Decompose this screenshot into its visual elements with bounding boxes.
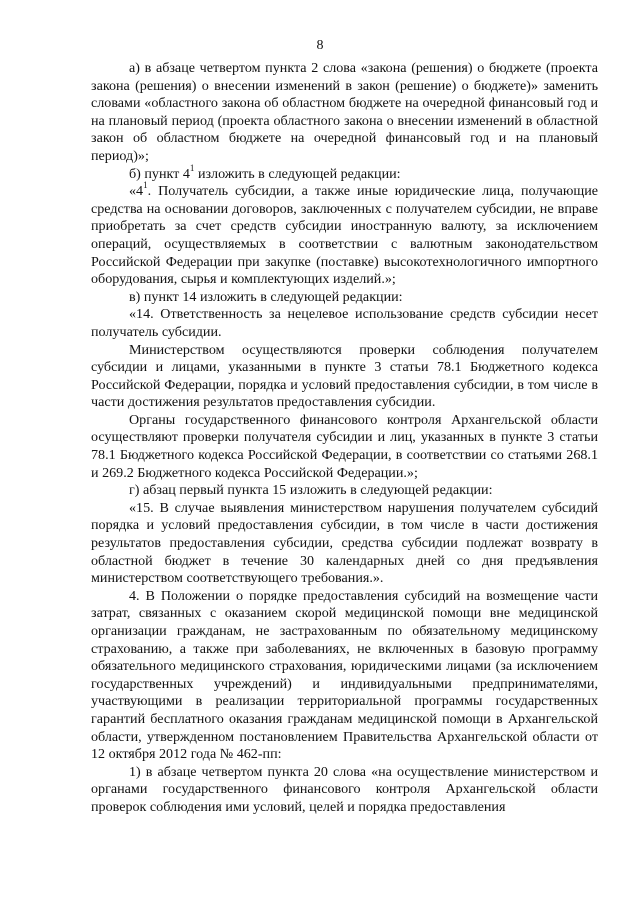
paragraph-3b-lead: б) пункт 4 xyxy=(129,165,190,182)
page-number: 8 xyxy=(316,38,324,53)
paragraph-4-1: 1) в абзаце четвертом пункта 20 слова «на осуществление министерством и органами государственного финансового контроля Архангельской области проверок соблюдения ими условий, целей и порядка предоставления xyxy=(91,763,598,815)
paragraph-point-4-1 xyxy=(91,180,598,289)
superscript-index: 1 xyxy=(143,180,148,191)
paragraph-3v: в) пункт 14 изложить в следующей редакции: xyxy=(129,288,403,305)
paragraph-point-4-1-tail: . Получатель субсидии, а также иные юридические лица, получающие средства на основании договоров, заключенных с получателем субсидии, не вправе приобретать за счет средств субсидии иностранную валюту, за исключением операций, осуществляемых в соответствии с валютным законодательством Российской Федерации при закупке (поставке) высокотехнологичного импортного оборудования, сырья и комплектующих изделий.»; xyxy=(91,183,598,288)
paragraph-3b xyxy=(91,162,598,184)
paragraph-3a: а) в абзаце четвертом пункта 2 слова «закона (решения) о бюджете (проекта закона (решения) о внесении изменений в закон (решение) о бюджете)» заменить словами «областного закона об областном бюджете на очередной финансовый год и на плановый период (проекта областного закона о внесении изменений в областной закон об областном бюджете на очередной финансовый год и на плановый период)»; xyxy=(91,60,598,164)
document-body xyxy=(91,60,598,817)
paragraph-ministry-checks: Министерством осуществляются проверки соблюдения получателем субсидии и лицами, указанными в пункте 3 статьи 78.1 Бюджетного кодекса Российской Федерации, порядка и условий предоставления субсидии, в том числе в части достижения результатов предоставления субсидии. xyxy=(91,341,598,411)
paragraph-control-bodies: Органы государственного финансового контроля Архангельской области осуществляют проверки получателя субсидии и лиц, указанных в пункте 3 статьи 78.1 Бюджетного кодекса Российской Федерации, в соответствии со статьями 268.1 и 269.2 Бюджетного кодекса Российской Федерации.»; xyxy=(91,411,598,481)
superscript-index: 1 xyxy=(189,162,195,173)
paragraph-item-4: 4. В Положении о порядке предоставления субсидий на возмещение части затрат, связанных с оказанием скорой медицинской помощи вне медицинской организации гражданам, не застрахованным по обязательному медицинскому страхованию, а также при заболеваниях, не включенных в базовую программу обязательного медицинского страхования, юридическими лицами (за исключением государственных учреждений) и индивидуальными предпринимателями, участвующими в реализации территориальной программы государственных гарантий бесплатного оказания гражданам медицинской помощи в Архангельской области, утвержденном постановлением Правительства Архангельской области от 12 октября 2012 года № 462-пп: xyxy=(91,587,598,763)
paragraph-3b-tail: изложить в следующей редакции: xyxy=(194,165,401,182)
paragraph-point-14: «14. Ответственность за нецелевое использование средств субсидии несет получатель субсидии. xyxy=(91,306,598,340)
paragraph-3g: г) абзац первый пункта 15 изложить в следующей редакции: xyxy=(129,482,493,499)
paragraph-point-15: «15. В случае выявления министерством нарушения получателем субсидий порядка и условий предоставления субсидии, в том числе в части достижения результатов предоставления субсидии, средства субсидии подлежат возврату в областной бюджет в течение 30 календарных дней со дня предъявления министерством соответствующего требования.». xyxy=(91,499,598,587)
paragraph-point-4-1-lead: «4 xyxy=(129,183,144,200)
